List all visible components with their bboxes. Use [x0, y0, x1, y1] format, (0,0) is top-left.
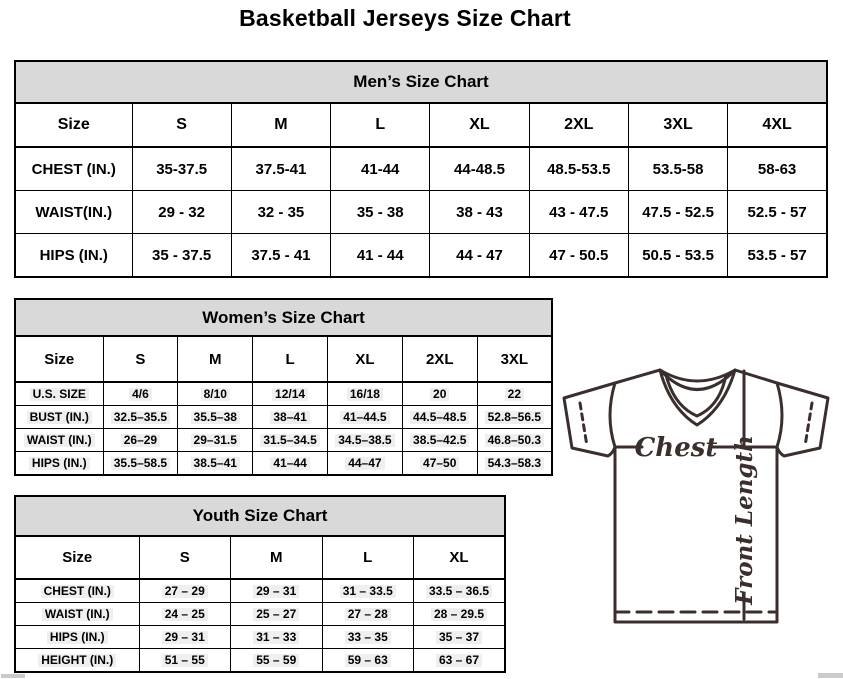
women-size-header-S: S	[103, 336, 178, 382]
youth-cell	[231, 579, 323, 603]
youth-cell	[139, 603, 231, 626]
men-chart-title: Men’s Size Chart	[15, 61, 827, 103]
youth-cell	[231, 603, 323, 626]
sleeve-seam-right	[777, 383, 782, 447]
men-cell: 50.5 - 53.5	[628, 234, 727, 278]
men-cell: 43 - 47.5	[529, 191, 628, 234]
men-table-row	[15, 191, 827, 234]
youth-row-label	[15, 649, 139, 673]
youth-row-label-text: WAIST (IN.)	[42, 608, 113, 622]
women-cell	[477, 382, 552, 406]
youth-cell	[322, 603, 414, 626]
youth-cell-text: 28 – 29.5	[431, 608, 487, 622]
sleeve-stitch-line-right	[805, 403, 812, 446]
men-corner-header: Size	[15, 103, 132, 147]
women-cell	[253, 382, 328, 406]
youth-table	[14, 495, 506, 673]
women-cell	[253, 406, 328, 429]
women-row-label	[15, 452, 103, 476]
women-row-label	[15, 406, 103, 429]
women-cell-text: 32.5–35.5	[111, 411, 170, 425]
horizontal-scrollbar-fragment-left[interactable]	[1, 674, 25, 678]
women-cell-text: 35.5–38	[191, 411, 240, 425]
youth-cell-text: 59 – 63	[345, 654, 391, 668]
youth-cell	[414, 626, 506, 649]
youth-cell	[231, 649, 323, 673]
women-row-label-text: BUST (IN.)	[27, 411, 92, 425]
youth-cell-text: 25 – 27	[253, 608, 299, 622]
women-cell-text: 31.5–34.5	[260, 434, 319, 448]
youth-table-row	[15, 603, 505, 626]
youth-cell-text: 27 – 28	[345, 608, 391, 622]
women-cell-text: 22	[505, 388, 524, 402]
women-row-label	[15, 429, 103, 452]
women-size-header-2XL: 2XL	[402, 336, 477, 382]
women-cell	[327, 382, 402, 406]
men-cell: 41-44	[331, 147, 430, 191]
men-size-header-M: M	[231, 103, 330, 147]
youth-cell	[139, 649, 231, 673]
women-size-header-L: L	[253, 336, 328, 382]
men-cell: 41 - 44	[331, 234, 430, 278]
women-row-label	[15, 382, 103, 406]
men-cell: 47.5 - 52.5	[628, 191, 727, 234]
womens-size-chart-table	[14, 298, 553, 476]
women-cell-text: 4/6	[129, 388, 152, 402]
women-cell	[477, 429, 552, 452]
front-length-label: Front Length	[731, 435, 758, 605]
women-cell-text: 47–50	[420, 457, 459, 471]
women-cell	[327, 429, 402, 452]
youth-cell	[414, 579, 506, 603]
youth-cell	[322, 579, 414, 603]
women-corner-header: Size	[15, 336, 103, 382]
men-cell: 32 - 35	[231, 191, 330, 234]
women-cell	[327, 406, 402, 429]
men-cell: 52.5 - 57	[728, 191, 827, 234]
women-cell-text: 20	[430, 388, 449, 402]
women-cell	[103, 382, 178, 406]
youth-cell-text: 55 – 59	[253, 654, 299, 668]
men-cell: 38 - 43	[430, 191, 529, 234]
women-table-row	[15, 382, 552, 406]
page-title: Basketball Jerseys Size Chart	[239, 5, 571, 31]
women-cell	[103, 406, 178, 429]
men-cell: 35 - 38	[331, 191, 430, 234]
men-size-header-XL: XL	[430, 103, 529, 147]
sleeve-seam-left	[610, 383, 615, 447]
youth-row-label-text: HEIGHT (IN.)	[38, 654, 116, 668]
women-cell	[402, 406, 477, 429]
women-table-row	[15, 406, 552, 429]
mens-size-chart-table	[14, 60, 828, 278]
women-cell	[477, 452, 552, 476]
youth-cell-text: 51 – 55	[162, 654, 208, 668]
youth-cell	[322, 626, 414, 649]
women-table-row	[15, 429, 552, 452]
men-cell: 53.5 - 57	[728, 234, 827, 278]
men-row-label: HIPS (IN.)	[15, 234, 132, 278]
men-cell: 37.5-41	[231, 147, 330, 191]
youth-cell-text: 63 – 67	[436, 654, 482, 668]
women-cell-text: 54.3–58.3	[485, 457, 544, 471]
youth-cell	[139, 579, 231, 603]
women-cell-text: 8/10	[201, 388, 230, 402]
men-size-header-3XL: 3XL	[628, 103, 727, 147]
women-size-header-XL: XL	[327, 336, 402, 382]
women-cell-text: 38–41	[270, 411, 309, 425]
women-cell-text: 46.8–50.3	[485, 434, 544, 448]
youth-row-label	[15, 603, 139, 626]
women-cell	[178, 382, 253, 406]
women-cell-text: 12/14	[272, 388, 308, 402]
youth-table-row	[15, 579, 505, 603]
women-table-row	[15, 452, 552, 476]
women-cell	[402, 429, 477, 452]
women-cell-text: 44.5–48.5	[410, 411, 469, 425]
women-cell-text: 41–44	[270, 457, 309, 471]
youth-size-chart-table	[14, 495, 506, 673]
men-size-header-2XL: 2XL	[529, 103, 628, 147]
youth-size-header-L: L	[322, 536, 414, 579]
youth-cell-text: 29 – 31	[162, 631, 208, 645]
women-cell	[327, 452, 402, 476]
youth-cell-text: 24 – 25	[162, 608, 208, 622]
women-size-header-3XL: 3XL	[477, 336, 552, 382]
youth-cell	[414, 603, 506, 626]
youth-cell-text: 33.5 – 36.5	[426, 585, 492, 599]
youth-cell-text: 35 – 37	[436, 631, 482, 645]
men-cell: 37.5 - 41	[231, 234, 330, 278]
youth-cell	[139, 626, 231, 649]
youth-size-header-XL: XL	[414, 536, 506, 579]
women-size-header-M: M	[178, 336, 253, 382]
youth-chart-title: Youth Size Chart	[15, 496, 505, 536]
youth-row-label	[15, 579, 139, 603]
youth-cell-text: 29 – 31	[253, 585, 299, 599]
women-cell-text: 41–44.5	[340, 411, 389, 425]
men-size-header-4XL: 4XL	[728, 103, 827, 147]
women-row-label-text: HIPS (IN.)	[29, 457, 90, 471]
youth-table-row	[15, 649, 505, 673]
youth-cell-text: 31 – 33.5	[340, 585, 396, 599]
men-row-label: WAIST(IN.)	[15, 191, 132, 234]
men-table-row	[15, 234, 827, 278]
men-size-header-L: L	[331, 103, 430, 147]
women-cell	[402, 452, 477, 476]
women-cell-text: 35.5–58.5	[111, 457, 170, 471]
youth-cell	[231, 626, 323, 649]
women-cell-text: 52.8–56.5	[485, 411, 544, 425]
women-cell	[253, 452, 328, 476]
youth-corner-header: Size	[15, 536, 139, 579]
youth-row-label-text: HIPS (IN.)	[47, 631, 108, 645]
men-cell: 29 - 32	[132, 191, 231, 234]
women-cell-text: 38.5–42.5	[410, 434, 469, 448]
women-cell-text: 26–29	[121, 434, 160, 448]
women-cell	[178, 452, 253, 476]
men-cell: 35 - 37.5	[132, 234, 231, 278]
chest-label: Chest	[634, 433, 718, 463]
women-row-label-text: WAIST (IN.)	[24, 434, 95, 448]
jersey-measurement-diagram	[556, 356, 842, 632]
women-chart-title: Women’s Size Chart	[15, 299, 552, 336]
youth-cell	[414, 649, 506, 673]
youth-size-header-S: S	[139, 536, 231, 579]
women-cell-text: 34.5–38.5	[335, 434, 394, 448]
youth-cell-text: 31 – 33	[253, 631, 299, 645]
sleeve-stitch-line-left	[580, 403, 587, 446]
men-table	[14, 60, 828, 278]
men-table-row	[15, 147, 827, 191]
women-row-label-text: U.S. SIZE	[30, 388, 89, 402]
men-cell: 44-48.5	[430, 147, 529, 191]
women-cell	[178, 429, 253, 452]
men-cell: 58-63	[728, 147, 827, 191]
youth-cell	[322, 649, 414, 673]
youth-cell-text: 27 – 29	[162, 585, 208, 599]
women-cell	[477, 406, 552, 429]
women-cell-text: 44–47	[345, 457, 384, 471]
youth-size-header-M: M	[231, 536, 323, 579]
men-cell: 53.5-58	[628, 147, 727, 191]
men-row-label: CHEST (IN.)	[15, 147, 132, 191]
youth-cell-text: 33 – 35	[345, 631, 391, 645]
jersey-outline	[564, 370, 828, 622]
women-cell	[103, 452, 178, 476]
youth-table-row	[15, 626, 505, 649]
women-cell-text: 38.5–41	[191, 457, 240, 471]
women-cell	[402, 382, 477, 406]
youth-row-label-text: CHEST (IN.)	[41, 585, 114, 599]
youth-row-label	[15, 626, 139, 649]
women-cell	[103, 429, 178, 452]
men-size-header-S: S	[132, 103, 231, 147]
men-cell: 44 - 47	[430, 234, 529, 278]
men-cell: 35-37.5	[132, 147, 231, 191]
women-cell-text: 29–31.5	[191, 434, 240, 448]
women-cell-text: 16/18	[347, 388, 383, 402]
women-cell	[178, 406, 253, 429]
women-cell	[253, 429, 328, 452]
men-cell: 47 - 50.5	[529, 234, 628, 278]
men-cell: 48.5-53.5	[529, 147, 628, 191]
horizontal-scrollbar-fragment-right[interactable]	[818, 673, 843, 678]
women-table	[14, 298, 553, 476]
